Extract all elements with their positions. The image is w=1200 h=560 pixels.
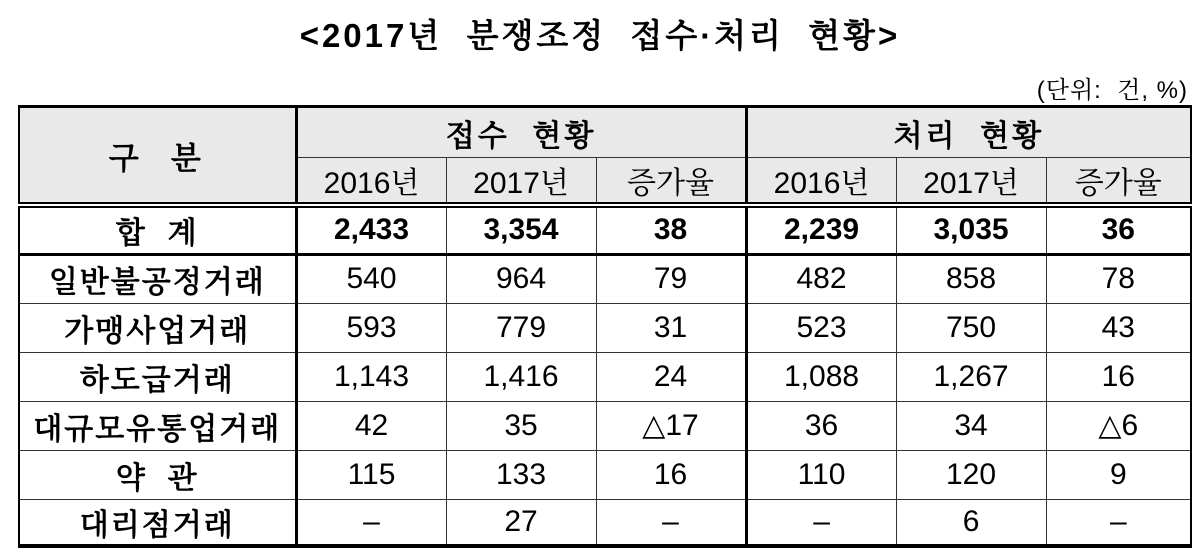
cell-value: 1,267	[896, 352, 1046, 401]
table-row-terms-conditions	[19, 450, 1191, 499]
cell-value: 43	[1046, 303, 1191, 352]
row-label: 대규모유통업거래	[19, 401, 296, 450]
cell-value: 1,416	[446, 352, 596, 401]
cell-value: 36	[746, 401, 896, 450]
cell-value: △6	[1046, 401, 1191, 450]
cell-value: 36	[1046, 205, 1191, 254]
cell-value: 79	[596, 254, 746, 303]
row-label: 대리점거래	[19, 499, 296, 546]
cell-value: 482	[746, 254, 896, 303]
cell-value: 31	[596, 303, 746, 352]
cell-value: 16	[1046, 352, 1191, 401]
cell-value: –	[596, 499, 746, 546]
column-header-category: 구 분	[19, 107, 296, 206]
table-row-general-unfair-trade	[19, 254, 1191, 303]
column-group-reception: 접수 현황	[296, 107, 746, 158]
cell-value: 6	[896, 499, 1046, 546]
cell-value: 42	[296, 401, 446, 450]
row-label: 합 계	[19, 205, 296, 254]
cell-value: 110	[746, 450, 896, 499]
row-label: 일반불공정거래	[19, 254, 296, 303]
cell-value: 540	[296, 254, 446, 303]
column-group-processing: 처리 현황	[746, 107, 1191, 158]
cell-value: 593	[296, 303, 446, 352]
cell-value: 38	[596, 205, 746, 254]
cell-value: 16	[596, 450, 746, 499]
cell-value: 24	[596, 352, 746, 401]
table-row-franchise	[19, 303, 1191, 352]
cell-value: 115	[296, 450, 446, 499]
table-row-large-retail	[19, 401, 1191, 450]
cell-value: 9	[1046, 450, 1191, 499]
dispute-mediation-status-table	[18, 105, 1192, 548]
table-row-agency	[19, 499, 1191, 546]
table-row-subcontract	[19, 352, 1191, 401]
column-header-processing-2017: 2017년	[896, 158, 1046, 206]
cell-value: 35	[446, 401, 596, 450]
cell-value: 2,433	[296, 205, 446, 254]
row-label: 약 관	[19, 450, 296, 499]
page-title: <2017년 분쟁조정 접수·처리 현황>	[299, 17, 901, 54]
row-label: 하도급거래	[19, 352, 296, 401]
cell-value: 1,088	[746, 352, 896, 401]
cell-value: 523	[746, 303, 896, 352]
cell-value: 1,143	[296, 352, 446, 401]
table-row-total	[19, 205, 1191, 254]
cell-value: 3,354	[446, 205, 596, 254]
row-label: 가맹사업거래	[19, 303, 296, 352]
cell-value: 120	[896, 450, 1046, 499]
cell-value: 2,239	[746, 205, 896, 254]
cell-value: △17	[596, 401, 746, 450]
cell-value: 779	[446, 303, 596, 352]
unit-label: (단위: 건, %)	[1036, 77, 1188, 104]
cell-value: 34	[896, 401, 1046, 450]
cell-value: 3,035	[896, 205, 1046, 254]
column-header-reception-2016: 2016년	[296, 158, 446, 206]
column-header-processing-2016: 2016년	[746, 158, 896, 206]
column-header-reception-growth: 증가율	[596, 158, 746, 206]
cell-value: –	[1046, 499, 1191, 546]
column-header-reception-2017: 2017년	[446, 158, 596, 206]
cell-value: –	[296, 499, 446, 546]
cell-value: 750	[896, 303, 1046, 352]
cell-value: 964	[446, 254, 596, 303]
cell-value: 133	[446, 450, 596, 499]
cell-value: 27	[446, 499, 596, 546]
column-header-processing-growth: 증가율	[1046, 158, 1191, 206]
cell-value: –	[746, 499, 896, 546]
cell-value: 858	[896, 254, 1046, 303]
cell-value: 78	[1046, 254, 1191, 303]
